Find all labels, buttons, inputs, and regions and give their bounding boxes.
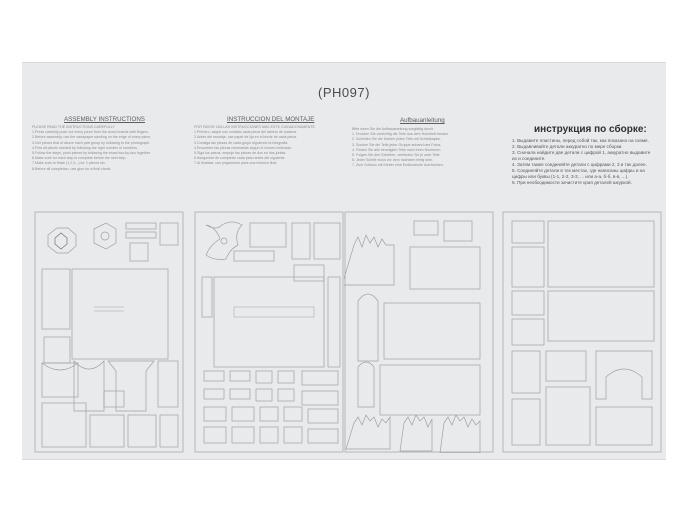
wood-board-panel-3 bbox=[344, 211, 494, 453]
wood-board-panel-4 bbox=[502, 211, 662, 453]
text-spanish: POR FAVOR LEA LAS INSTRUCCIONES MAS ESTE CUIDADOSAMENTE 1.Primero, saque con cuidado cada pieza del tablero de madera. 2.Antes del montaje, use papel de lija en el borde de cada pieza. 3.Consiga las piezas de cada grupo siguiendo la fotografia. 4.Encuentre las piezas necesarias segun el numero indicado. 5.Siga los pasos, empuje las piezas de dos en dos juntas. 6.Asegurese de completar cada paso antes del siguiente. 7.Al finalizar, use pegamento para una revision final. bbox=[194, 125, 315, 166]
heading-russian: инструкция по сборке: bbox=[534, 124, 647, 135]
instruction-sheet bbox=[22, 62, 666, 460]
heading-spanish: INSTRUCCION DEL MONTAJE bbox=[227, 116, 315, 123]
model-code: (PH097) bbox=[318, 85, 370, 100]
text-english: PLEASE READ THE INSTRUCTIONS CAREFULLY 1.Press carefully push out every piece from the wood boards with fingers. 2.Before assembly, use the sandpaper sanding on the edge of every piece. 3.Get pieces that of above each part group by following to the photograph. 4.Find all pieces needed by following the right number of numbers. 5.Follow the steps, push pieces by following the exact two-by-two together. 6.Make sure for each step is complete before the next step. 7.Make sure to finish (1,2,3...) for 2 pieces etc. 8.Before all completion, use glue for a final check. bbox=[32, 125, 152, 171]
wood-board-panel-1 bbox=[34, 211, 184, 453]
wood-board-panel-2 bbox=[194, 211, 344, 453]
text-german: Bitte lesen Sie die Aufbauanleitung sorgfaltig durch. 1. Drucken Sie vorsichtig die Teile aus dem Holzbrett heraus. 2. Schleifen Sie die Kanten jedes Teils mit Schleifpapier. 3. Suchen Sie die Teile jeder Gruppe anhand des Fotos. 4. Finden Sie alle benotigten Teile nach ihren Nummern. 5. Folgen Sie den Schritten, verbinden Sie je zwei Teile. 6. Jeder Schritt muss vor dem nachsten fertig sein. 7. Zum Schluss mit Kleber eine Endkontrolle durchfuhren. bbox=[352, 127, 450, 168]
heading-german: Aufbauanleitung bbox=[400, 117, 445, 124]
heading-english: ASSEMBLY INSTRUCTIONS bbox=[64, 116, 145, 123]
text-russian: 1. Выдавите пластины, перед собой так, как показано на схеме. 2. Выдавливайте детали аккуратно по мере сборки. 3. Сначала найдите две детали с цифрой 1, аккуратно выдавите их и соедините. 4. Затем также соединяйте детали с цифрами 2, 3 и так далее. 5. Соединяйте детали в тех местах, где написаны цифры и на цифры или буквы (1-1, 2-2, 3-3, ... или а-а, б-б, в-в, ...). 6. При необходимости зачистите края деталей шкуркой. bbox=[512, 138, 651, 185]
